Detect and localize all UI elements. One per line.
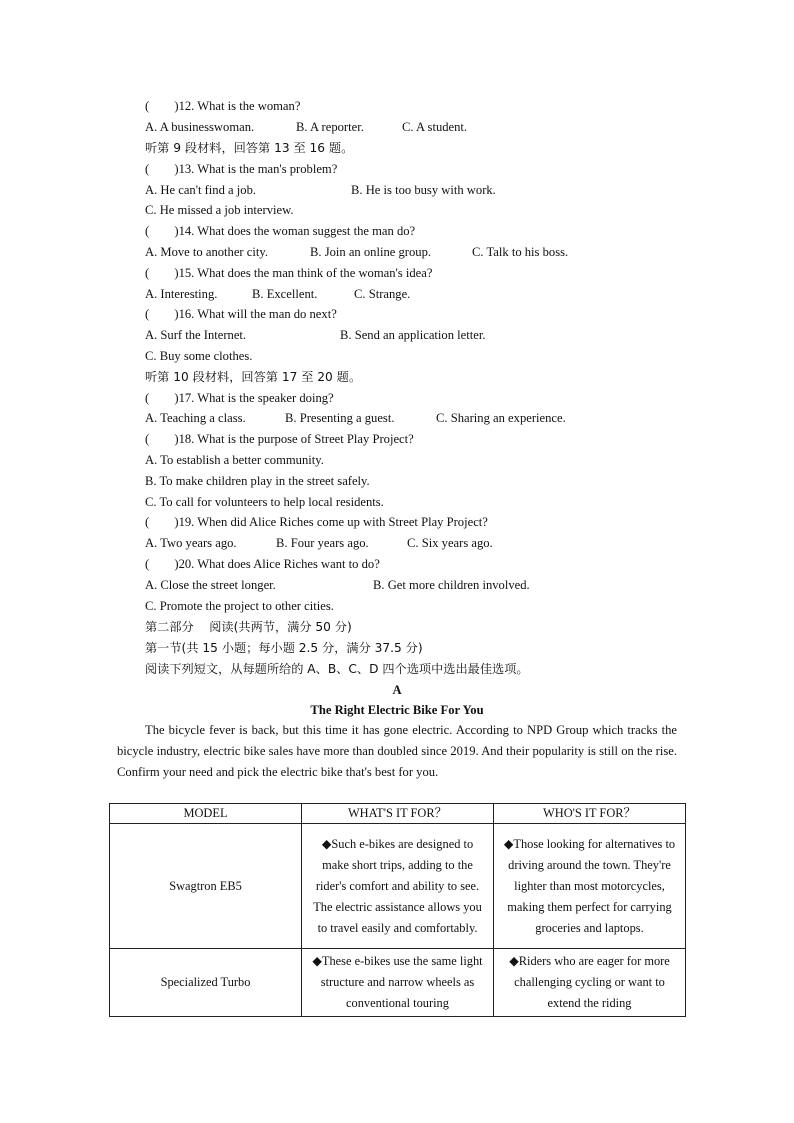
question-18: ( )18. What is the purpose of Street Play Project? [145,432,414,446]
q16-option-c: C. Buy some clothes. [145,349,253,363]
q18-option-a: A. To establish a better community. [145,453,324,467]
section-1-heading: 第一节(共 15 小题；每小题 2.5 分，满分 37.5 分) [145,641,423,655]
passage-letter: A [392,683,402,697]
q13-option-c: C. He missed a job interview. [145,203,294,217]
q12-option-a: A. A businesswoman. [145,120,255,134]
q13-option-a: A. He can't find a job. [145,183,257,197]
audience-cell: ◆Those looking for alternatives to driving around the town. They're lighter than most motorcycles, making them perfect for carrying groceries and laptops. [494,824,686,949]
header-whos-it-for: WHO'S IT FOR？ [494,804,686,824]
question-15: ( )15. What does the man think of the woman's idea? [145,266,433,280]
q18-option-b: B. To make children play in the street safely. [145,474,370,488]
q16-option-a: A. Surf the Internet. [145,328,247,342]
model-cell: Swagtron EB5 [110,824,302,949]
audience-cell [494,949,686,1017]
question-20: ( )20. What does Alice Riches want to do? [145,557,380,571]
question-17: ( )17. What is the speaker doing? [145,391,334,405]
q12-option-c: C. A student. [402,120,468,134]
question-12: ( )12. What is the woman? [145,99,301,113]
q18-option-c: C. To call for volunteers to help local residents. [145,495,384,509]
table-header-row [110,804,686,824]
table-row [110,949,686,1017]
purpose-text: ◆These e-bikes use the same light structure and narrow wheels as conventional touring [312,954,483,1010]
q19-option-a: A. Two years ago. [145,536,237,550]
section-10-instruction: 听第 10 段材料，回答第 17 至 20 题。 [145,370,362,384]
q16-option-b: B. Send an application letter. [340,328,486,342]
q14-option-b: B. Join an online group. [310,245,432,259]
question-19: ( )19. When did Alice Riches come up with Street Play Project? [145,515,488,529]
q17-option-c: C. Sharing an experience. [436,411,566,425]
q17-option-a: A. Teaching a class. [145,411,246,425]
section-9-instruction: 听第 9 段材料，回答第 13 至 16 题。 [145,141,354,155]
question-13: ( )13. What is the man's problem? [145,162,338,176]
header-model: MODEL [110,804,302,824]
q15-option-a: A. Interesting. [145,287,218,301]
q20-option-a: A. Close the street longer. [145,578,276,592]
model-cell: Specialized Turbo [110,949,302,1017]
q20-option-b: B. Get more children involved. [373,578,530,592]
q19-option-b: B. Four years ago. [276,536,369,550]
q19-option-c: C. Six years ago. [407,536,493,550]
q14-option-a: A. Move to another city. [145,245,268,259]
q17-option-b: B. Presenting a guest. [285,411,395,425]
q20-option-c: C. Promote the project to other cities. [145,599,334,613]
q13-option-b: B. He is too busy with work. [351,183,496,197]
purpose-cell: ◆Such e-bikes are designed to make short trips, adding to the rider's comfort and ability to see. The electric assistance allows you to travel easily and comfortably. [302,824,494,949]
table-row [110,824,686,949]
part-2-heading: 第二部分 阅读(共两节，满分 50 分) [145,620,352,634]
reading-instruction: 阅读下列短文，从每题所给的 A、B、C、D 四个选项中选出最佳选项。 [145,662,529,676]
audience-text: ◆Riders who are eager for more challenging cycling or want to extend the riding [509,954,670,1010]
bike-comparison-table [109,803,686,1017]
question-16: ( )16. What will the man do next? [145,307,337,321]
q15-option-b: B. Excellent. [252,287,318,301]
q14-option-c: C. Talk to his boss. [472,245,569,259]
q15-option-c: C. Strange. [354,287,411,301]
header-whats-it-for: WHAT'S IT FOR？ [302,804,494,824]
question-14: ( )14. What does the woman suggest the man do? [145,224,416,238]
q12-option-b: B. A reporter. [296,120,364,134]
passage-title: The Right Electric Bike For You [310,703,484,717]
purpose-cell [302,949,494,1017]
passage-paragraph: The bicycle fever is back, but this time it has gone electric. According to NPD Group which tracks the bicycle industry, electric bike sales have more than doubled since 2019. And their popularity is still on the rise. Confirm your need and pick the electric bike that's best for you. [117,723,677,779]
